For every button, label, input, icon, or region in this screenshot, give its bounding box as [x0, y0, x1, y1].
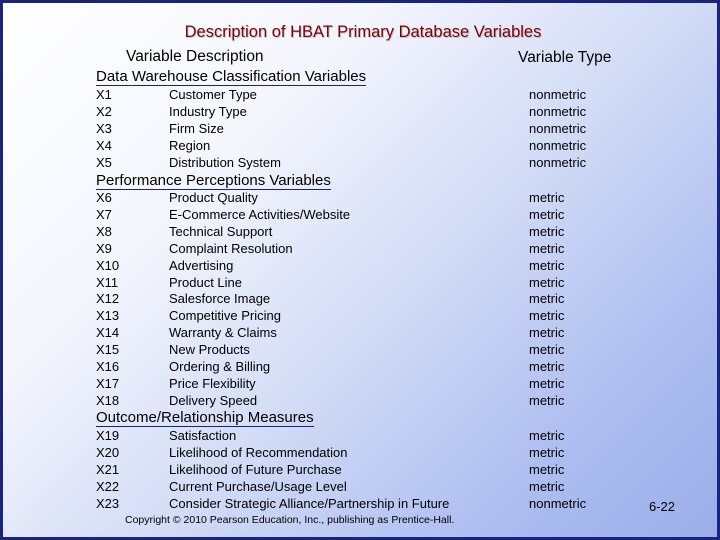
table-row [3, 358, 720, 375]
variable-id: X2 [96, 103, 112, 119]
copyright-notice: Copyright © 2010 Pearson Education, Inc., publishing as Prentice-Hall. [125, 514, 455, 526]
variable-description: Technical Support [169, 223, 273, 239]
section-heading-outcome-relationship: Outcome/Relationship Measures [96, 409, 314, 426]
variable-type: metric [529, 206, 565, 222]
variable-id: X14 [96, 325, 120, 341]
variable-type: nonmetric [529, 137, 587, 153]
variable-description: Current Purchase/Usage Level [169, 478, 347, 494]
variable-description: E-Commerce Activities/Website [169, 206, 351, 222]
variable-type: metric [529, 291, 565, 307]
variable-description: Customer Type [169, 87, 257, 102]
variable-description: Advertising [169, 257, 234, 273]
table-row [3, 290, 720, 307]
section-heading-performance-perceptions: Performance Perceptions Variables [96, 172, 331, 189]
table-row [3, 461, 720, 478]
variable-type: nonmetric [529, 87, 587, 102]
header-variable-description: Variable Description [126, 48, 264, 65]
table-row [3, 240, 720, 257]
table-row [3, 375, 720, 392]
variable-description: Consider Strategic Alliance/Partnership in Future [169, 495, 450, 511]
variable-id: X21 [96, 461, 120, 477]
variable-description: Price Flexibility [169, 375, 256, 391]
variable-description: Competitive Pricing [169, 308, 281, 324]
table-row [3, 307, 720, 324]
variable-type: metric [529, 257, 565, 273]
page-number: 6-22 [649, 499, 676, 514]
variable-type: metric [529, 308, 565, 324]
table-row [3, 274, 720, 291]
variable-id: X4 [96, 137, 112, 153]
table-row [3, 392, 720, 409]
variable-type: metric [529, 223, 565, 239]
variable-description: Product Quality [169, 190, 258, 205]
variable-id: X20 [96, 444, 120, 460]
variable-id: X6 [96, 190, 112, 205]
variable-id: X12 [96, 291, 120, 307]
variable-type: metric [529, 392, 565, 408]
variable-id: X3 [96, 120, 112, 136]
variable-id: X1 [96, 87, 112, 102]
variable-description: Industry Type [169, 103, 247, 119]
variable-type: nonmetric [529, 495, 587, 511]
variable-id: X5 [96, 154, 112, 170]
variable-type: metric [529, 359, 565, 374]
variable-id: X15 [96, 342, 120, 358]
table-row [3, 86, 720, 103]
variable-description: Likelihood of Future Purchase [169, 461, 342, 477]
table-row [3, 324, 720, 341]
variable-type: metric [529, 342, 565, 358]
table-row [3, 120, 720, 137]
variable-id: X18 [96, 392, 120, 408]
variable-description: Warranty & Claims [169, 325, 277, 341]
variable-description: New Products [169, 342, 250, 358]
variable-description: Distribution System [169, 154, 281, 170]
table-row [3, 189, 720, 206]
variable-description: Region [169, 137, 211, 153]
variable-id: X17 [96, 375, 120, 391]
variable-type: metric [529, 325, 565, 341]
table-row [3, 206, 720, 223]
variable-type: metric [529, 444, 565, 460]
variable-id: X11 [96, 274, 119, 290]
variable-id: X10 [96, 257, 120, 273]
variable-type: metric [529, 240, 565, 256]
variable-id: X22 [96, 478, 120, 494]
table-row [3, 154, 720, 171]
table-row [3, 257, 720, 274]
table-row [3, 341, 720, 358]
table-row [3, 103, 720, 120]
variable-type: metric [529, 478, 565, 494]
variable-id: X9 [96, 240, 112, 256]
variable-type: metric [529, 190, 565, 205]
variable-type: nonmetric [529, 154, 587, 170]
variable-type: metric [529, 428, 565, 443]
variable-id: X13 [96, 308, 120, 324]
variable-id: X19 [96, 428, 120, 443]
variable-description: Salesforce Image [169, 291, 271, 307]
variable-type: metric [529, 274, 565, 290]
table-row [3, 478, 720, 495]
variable-type: nonmetric [529, 120, 587, 136]
section-heading-data-warehouse: Data Warehouse Classification Variables [96, 68, 367, 85]
variable-id: X8 [96, 223, 112, 239]
variable-type: metric [529, 461, 565, 477]
variable-description: Delivery Speed [169, 392, 258, 408]
variable-type: metric [529, 375, 565, 391]
variable-description: Satisfaction [169, 428, 237, 443]
table-row [3, 495, 720, 512]
table-row [3, 137, 720, 154]
table-row [3, 444, 720, 461]
variable-description: Likelihood of Recommendation [169, 444, 348, 460]
table-row [3, 223, 720, 240]
variable-id: X23 [96, 495, 120, 511]
slide-title: Description of HBAT Primary Database Variables [184, 23, 542, 41]
variable-description: Product Line [169, 274, 242, 290]
variable-id: X7 [96, 206, 112, 222]
header-variable-type: Variable Type [518, 49, 612, 66]
variable-description: Firm Size [169, 120, 224, 136]
variable-type: nonmetric [529, 103, 587, 119]
variable-id: X16 [96, 359, 120, 374]
variable-description: Complaint Resolution [169, 240, 293, 256]
table-row [3, 427, 720, 444]
variable-description: Ordering & Billing [169, 359, 271, 374]
